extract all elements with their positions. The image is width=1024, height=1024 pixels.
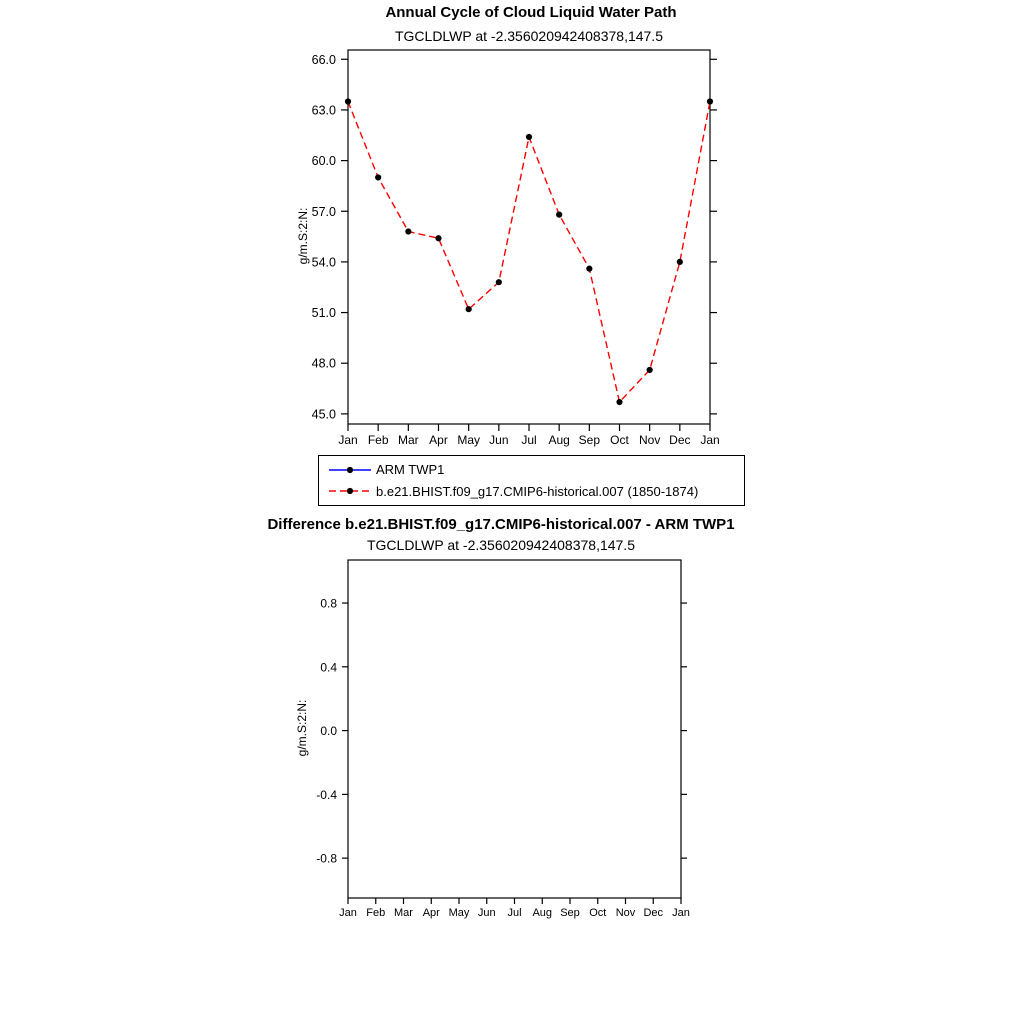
data-point <box>496 279 502 285</box>
data-point <box>556 212 562 218</box>
top-chart-title: Annual Cycle of Cloud Liquid Water Path <box>385 4 677 21</box>
y-tick-label: 51.0 <box>311 306 336 321</box>
x-tick-label: Feb <box>367 433 389 447</box>
x-tick-label: Sep <box>578 433 601 447</box>
x-tick-label: Jan <box>700 433 720 447</box>
data-point <box>435 235 441 241</box>
top-chart-subtitle: TGCLDLWP at -2.356020942408378,147.5 <box>394 28 663 44</box>
y-tick-label: 57.0 <box>311 204 336 219</box>
y-tick-label: 63.0 <box>311 103 336 118</box>
x-tick-label: Jun <box>489 433 509 447</box>
plot-frame <box>348 560 681 898</box>
x-tick-label: Feb <box>366 907 386 919</box>
data-point <box>707 98 713 104</box>
y-tick-label: -0.4 <box>316 787 337 802</box>
data-point <box>466 306 472 312</box>
y-tick-label: 66.0 <box>311 52 336 67</box>
y-tick-label: 0.4 <box>320 660 337 675</box>
data-point <box>677 259 683 265</box>
x-tick-label: Oct <box>610 433 629 447</box>
data-point <box>405 228 411 234</box>
x-tick-label: Jul <box>507 907 522 919</box>
y-tick-label: 0.0 <box>320 724 337 739</box>
x-tick-label: Jan <box>339 907 357 919</box>
x-tick-label: Jan <box>338 433 358 447</box>
y-tick-label: -0.8 <box>316 851 337 866</box>
legend-item-arm-twp1 <box>327 463 736 477</box>
series-line <box>348 101 710 402</box>
legend-item-model <box>327 484 736 498</box>
x-tick-label: Mar <box>394 907 413 919</box>
legend <box>318 455 745 506</box>
y-tick-label: 48.0 <box>311 356 336 371</box>
x-tick-label: May <box>448 907 470 919</box>
legend-line-sample-0 <box>327 463 373 477</box>
legend-label-0: ARM TWP1 <box>376 462 445 478</box>
x-tick-label: Nov <box>615 907 636 919</box>
top-plot-svg <box>300 46 740 448</box>
legend-marker-0 <box>347 467 353 473</box>
x-tick-label: Oct <box>589 907 607 919</box>
x-tick-label: May <box>457 433 481 447</box>
x-tick-label: Sep <box>560 907 580 919</box>
data-point <box>647 367 653 373</box>
x-tick-label: Jan <box>672 907 690 919</box>
x-tick-label: Jun <box>477 907 496 919</box>
x-tick-label: Dec <box>669 433 691 447</box>
x-tick-label: Aug <box>532 907 553 919</box>
data-point <box>526 134 532 140</box>
top-chart-y-axis-label: g/m.S:2:N: <box>296 207 310 265</box>
y-tick-label: 45.0 <box>311 407 336 422</box>
data-point <box>345 98 351 104</box>
legend-label-1: b.e21.BHIST.f09_g17.CMIP6-historical.007 (1850-1874) <box>376 483 699 499</box>
bottom-chart-subtitle: TGCLDLWP at -2.356020942408378,147.5 <box>366 537 635 553</box>
bottom-chart-title: Difference b.e21.BHIST.f09_g17.CMIP6-historical.007 - ARM TWP1 <box>267 516 735 533</box>
legend-marker-1 <box>347 488 353 494</box>
bottom-chart-y-axis-label: g/m.S:2:N: <box>295 699 309 757</box>
x-tick-label: Aug <box>548 433 570 447</box>
x-tick-label: Nov <box>638 433 661 447</box>
bottom-plot-svg <box>300 556 740 928</box>
x-tick-label: Dec <box>643 907 664 919</box>
x-tick-label: Apr <box>429 433 448 447</box>
x-tick-label: Apr <box>422 907 440 919</box>
plot-frame <box>348 50 710 424</box>
data-point <box>586 266 592 272</box>
legend-line-sample-1 <box>327 484 373 498</box>
y-tick-label: 54.0 <box>311 255 336 270</box>
x-tick-label: Jul <box>521 433 537 447</box>
y-tick-label: 60.0 <box>311 154 336 169</box>
data-point <box>375 174 381 180</box>
y-tick-label: 0.8 <box>320 596 337 611</box>
data-point <box>616 399 622 405</box>
x-tick-label: Mar <box>397 433 419 447</box>
